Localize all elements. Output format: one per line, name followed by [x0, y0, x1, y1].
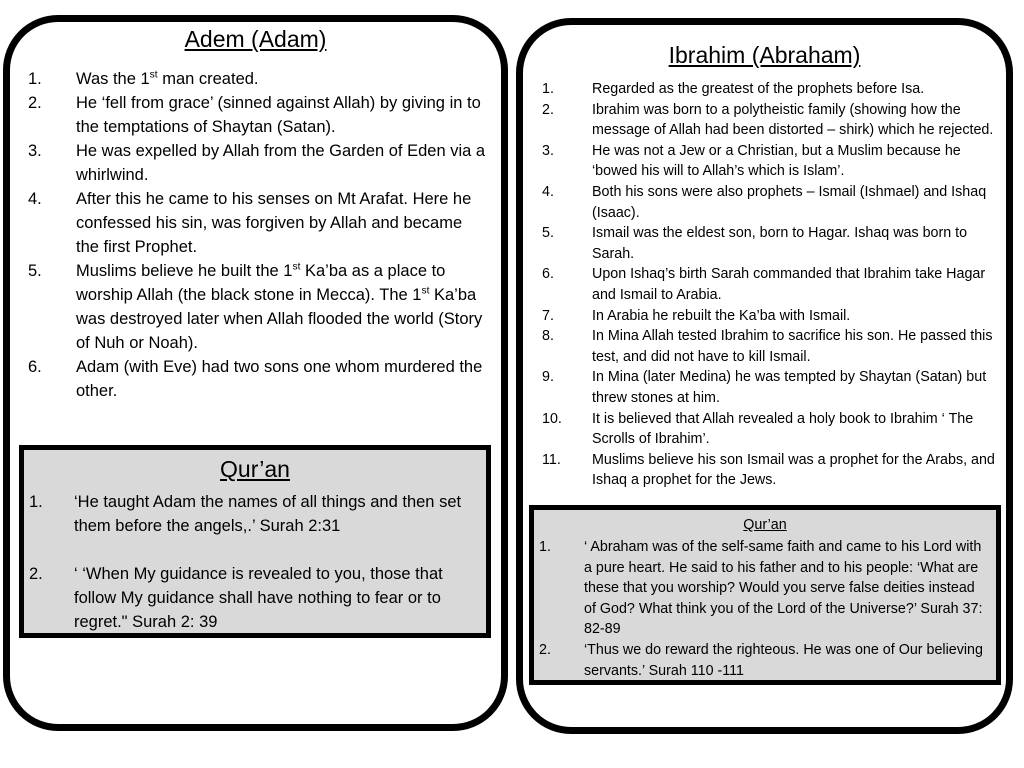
item-number: 6. [542, 266, 554, 283]
ibrahim-quran-title: Qur’an [743, 517, 787, 533]
item-number: 1. [28, 70, 42, 88]
item-text: ‘ Abraham was of the self-same faith and came to his Lord with a pure heart. He said to his father and to his people: ‘What are these that you worship? Would you serve false deities instead of God? What think you of the Lord of the Universe?’ Surah 37: 82-89 [584, 539, 983, 638]
item-text: ‘Thus we do reward the righteous. He was one of Our believing servants.’ Surah 110 -111 [584, 641, 983, 679]
item-number: 10. [542, 410, 562, 427]
item-number: 5. [28, 262, 42, 280]
item-number: 7. [542, 307, 554, 324]
ibrahim-facts-list [542, 79, 1004, 491]
item-text: Upon Ishaq’s birth Sarah commanded that Ibrahim take Hagar and Ismail to Arabia. [592, 266, 986, 303]
list-item [29, 562, 484, 634]
item-text: Regarded as the greatest of the prophets before Isa. [592, 81, 925, 97]
item-number: 2. [29, 565, 43, 583]
item-number: 3. [28, 142, 42, 160]
item-number: 3. [542, 142, 554, 159]
item-number: 2. [542, 101, 554, 118]
item-text: Both his sons were also prophets – Ismail (Ishmael) and Ishaq (Isaac). [592, 183, 987, 221]
list-item [542, 409, 1004, 450]
list-item [542, 450, 1004, 491]
ibrahim-quran-list [539, 537, 989, 681]
list-item [28, 91, 488, 139]
item-number: 4. [542, 183, 554, 200]
list-item [28, 187, 488, 259]
item-number: 9. [542, 369, 554, 386]
list-item [29, 490, 484, 538]
adam-quran-list [29, 490, 484, 634]
item-text: Adam (with Eve) had two sons one whom murdered the other. [76, 358, 483, 400]
item-text: He ‘fell from grace’ (sinned against Allah) by giving in to the temptations of Shaytan (Satan). [76, 94, 481, 136]
item-text: He was expelled by Allah from the Garden of Eden via a whirlwind. [76, 142, 486, 184]
adam-title: Adem (Adam) [184, 26, 327, 52]
list-item [542, 141, 1004, 182]
item-number: 11. [542, 451, 561, 468]
list-item [542, 79, 1004, 100]
item-text: After this he came to his senses on Mt Arafat. Here he confessed his sin, was forgiven by Allah and became the first Prophet. [76, 190, 472, 256]
list-item [539, 640, 989, 681]
adam-quran-box [19, 445, 491, 638]
item-number: 8. [542, 328, 554, 345]
list-item [542, 367, 1004, 408]
list-item [28, 355, 488, 403]
list-item: 5. Muslims believe he built the 1st Ka’ba as a place to worship Allah (the black stone in Mecca). The 1st Ka’ba was destroyed later when Allah flooded the world (Story of Nuh or Noah). [28, 259, 488, 355]
list-item [542, 326, 1004, 367]
ibrahim-title: Ibrahim (Abraham) [668, 42, 861, 68]
item-text: In Arabia he rebuilt the Ka’ba with Ismail. [592, 307, 851, 324]
list-item [28, 139, 488, 187]
list-item [539, 537, 989, 640]
item-number: 1. [542, 81, 554, 97]
item-number: 2. [539, 641, 551, 658]
item-text: Ibrahim was born to a polytheistic family (showing how the message of Allah had been distorted – shirk) which he rejected. [592, 101, 994, 139]
item-text: In Mina (later Medina) he was tempted by Shaytan (Satan) but threw stones at him. [592, 369, 987, 406]
list-item [542, 264, 1004, 305]
list-item [542, 100, 1004, 141]
list-item [542, 223, 1004, 264]
item-number: 1. [29, 493, 43, 511]
item-number: 6. [28, 358, 42, 376]
item-text: ‘He taught Adam the names of all things and then set them before the angels,.’ Surah 2:31 [74, 493, 462, 535]
list-item [542, 306, 1004, 327]
list-item [542, 182, 1004, 223]
item-number: 1. [539, 539, 551, 555]
list-item: 1. Was the 1st man created. [28, 67, 488, 91]
item-number: 5. [542, 225, 554, 242]
adam-facts-list [28, 67, 488, 403]
item-text: In Mina Allah tested Ibrahim to sacrifice his son. He passed this test, and did not have to kill Ismail. [592, 328, 993, 365]
item-number: 2. [28, 94, 42, 112]
item-text: Ismail was the eldest son, born to Hagar. Ishaq was born to Sarah. [592, 225, 968, 262]
item-text: He was not a Jew or a Christian, but a Muslim because he ‘bowed his will to Allah’s which is Islam’. [592, 142, 961, 180]
item-text: ‘ ‘When My guidance is revealed to you, those that follow My guidance shall have nothing to fear or to regret." Surah 2: 39 [74, 565, 443, 631]
item-text: Muslims believe his son Ismail was a prophet for the Arabs, and Ishaq a prophet for the Jews. [592, 451, 995, 489]
item-text: It is believed that Allah revealed a holy book to Ibrahim ‘ The Scrolls of Ibrahim’. [592, 410, 974, 448]
item-number: 4. [28, 190, 42, 208]
ibrahim-quran-box [529, 505, 1001, 685]
adam-quran-title: Qur’an [220, 456, 290, 482]
